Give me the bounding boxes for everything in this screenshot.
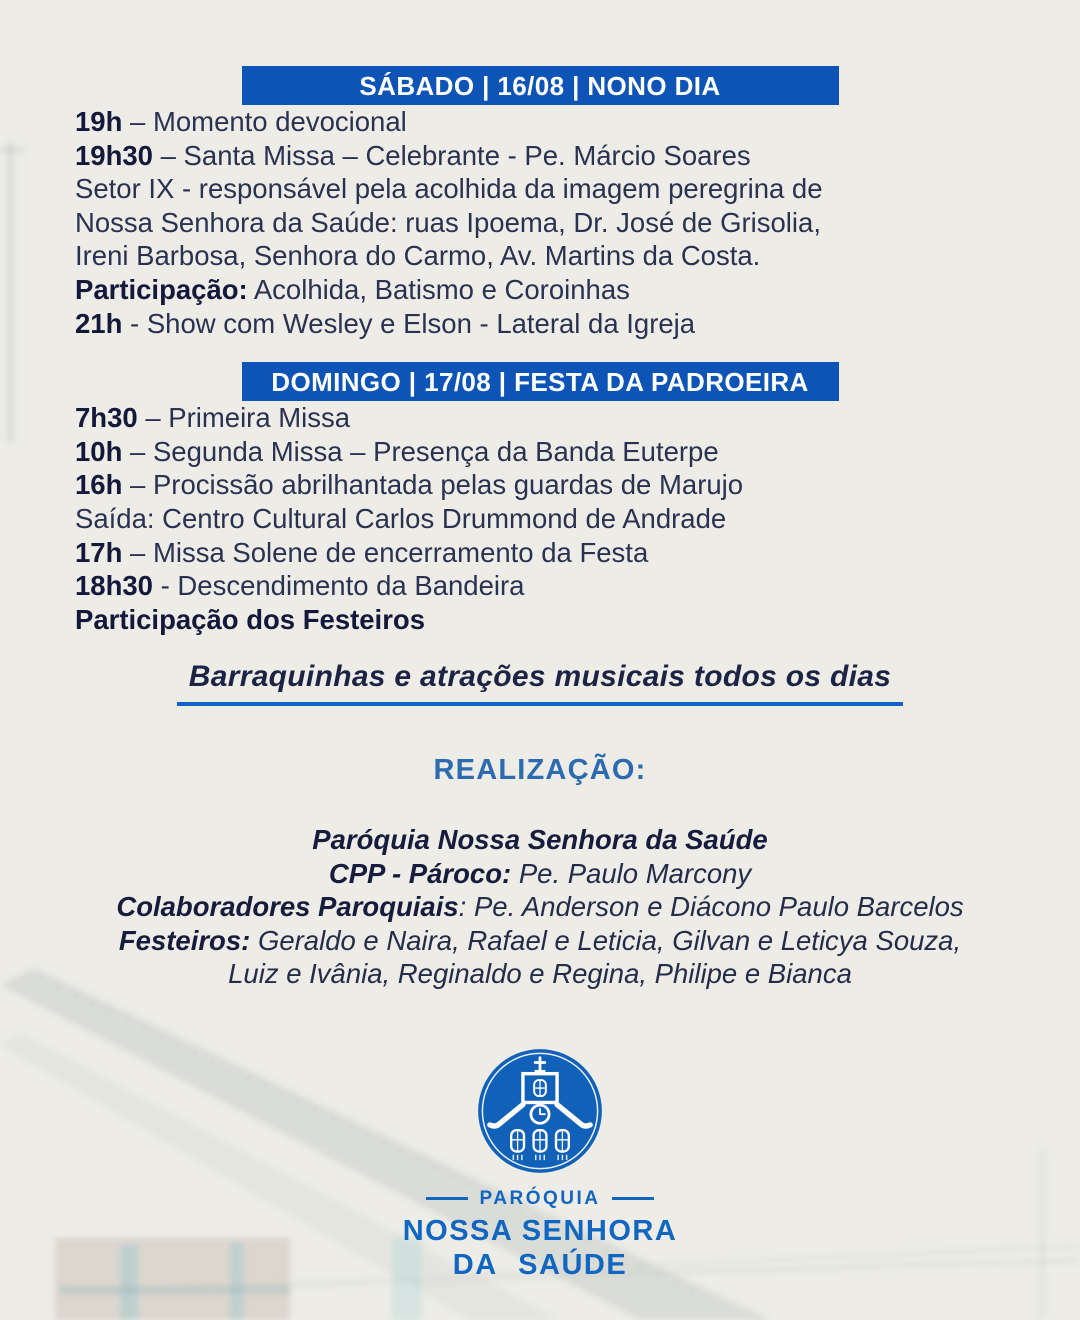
credits-block (0, 823, 1080, 991)
event-text: – Procissão abrilhantada pelas guardas de Marujo (122, 469, 744, 501)
schedule-line (75, 239, 1080, 273)
credits-line (0, 823, 1080, 857)
sunday-banner (242, 362, 839, 401)
note-text: Barraquinhas e atrações musicais todos os dias (188, 660, 892, 694)
festeiros-label: Festeiros: (118, 924, 251, 956)
note-underline (177, 702, 903, 706)
event-text: – Momento devocional (122, 106, 407, 137)
festeiros-names-cont: Luiz e Ivânia, Reginaldo e Regina, Philipe e Bianca (228, 958, 852, 990)
event-text: - Descendimento da Bandeira (152, 570, 525, 602)
credits-line (0, 924, 1080, 958)
logo-name-line2: DA SAÚDE (452, 1248, 628, 1281)
schedule-line (75, 307, 1080, 341)
time-label: 10h (75, 435, 123, 467)
event-text: Setor IX - responsável pela acolhida da imagem peregrina de (75, 173, 823, 205)
credits-line (0, 957, 1080, 991)
church-icon (476, 1047, 604, 1175)
schedule-line (75, 139, 1080, 173)
time-label: 19h (75, 106, 123, 137)
logo-right-dash (612, 1197, 654, 1200)
schedule-line (75, 105, 1080, 139)
parish-logo (0, 1047, 1080, 1282)
logo-left-dash (426, 1197, 468, 1200)
participation-label: Participação: (75, 273, 248, 305)
realizacao-heading: REALIZAÇÃO: (433, 754, 647, 787)
saturday-banner (242, 66, 839, 105)
logo-name-line1: NOSSA SENHORA (402, 1214, 678, 1247)
event-text: Nossa Senhora da Saúde: ruas Ipoema, Dr. José de Grisolia, (75, 206, 821, 238)
event-text: - Show com Wesley e Elson - Lateral da Igreja (122, 307, 696, 339)
colaboradores-label: Colaboradores Paroquiais (116, 891, 459, 923)
parish-name: Paróquia Nossa Senhora da Saúde (312, 824, 768, 856)
logo-paroquia-label: PARÓQUIA (479, 1187, 601, 1209)
schedule-line (75, 206, 1080, 240)
cpp-paroco-label: CPP - Pároco: (328, 857, 512, 889)
credits-line (0, 857, 1080, 891)
saturday-banner-label: SÁBADO | 16/08 | NONO DIA (359, 71, 721, 101)
festeiros-names: Geraldo e Naira, Rafael e Leticia, Gilvan e Leticya Souza, (250, 924, 962, 956)
time-label: 18h30 (75, 570, 153, 602)
note-block (0, 660, 1080, 706)
schedule-line (75, 603, 1080, 637)
event-text: – Primeira Missa (137, 402, 351, 434)
time-label: 16h (75, 469, 123, 501)
schedule-line (75, 468, 1080, 502)
time-label: 19h30 (75, 139, 153, 171)
time-label: 17h (75, 536, 123, 568)
time-label: 7h30 (75, 402, 138, 434)
event-text: Acolhida, Batismo e Coroinhas (247, 273, 630, 305)
logo-paroquia-row (0, 1188, 1080, 1210)
time-label: 21h (75, 307, 123, 339)
event-text: – Santa Missa – Celebrante - Pe. Márcio Soares (152, 139, 751, 171)
sunday-schedule (0, 401, 1080, 636)
saturday-schedule (0, 105, 1080, 340)
event-text: Saída: Centro Cultural Carlos Drummond de Andrade (75, 502, 727, 534)
schedule-line (75, 401, 1080, 435)
event-text: – Missa Solene de encerramento da Festa (122, 536, 649, 568)
schedule-line (75, 435, 1080, 469)
schedule-line (75, 569, 1080, 603)
participation-label: Participação dos Festeiros (75, 603, 425, 635)
sunday-banner-label: DOMINGO | 17/08 | FESTA DA PADROEIRA (271, 367, 809, 398)
colaboradores-names: : Pe. Anderson e Diácono Paulo Barcelos (458, 891, 964, 923)
schedule-line (75, 172, 1080, 206)
schedule-line (75, 536, 1080, 570)
paroco-name: Pe. Paulo Marcony (511, 857, 752, 889)
schedule-line (75, 273, 1080, 307)
credits-line (0, 890, 1080, 924)
schedule-line (75, 502, 1080, 536)
event-text: – Segunda Missa – Presença da Banda Euterpe (122, 435, 719, 467)
event-text: Ireni Barbosa, Senhora do Carmo, Av. Martins da Costa. (75, 240, 761, 272)
